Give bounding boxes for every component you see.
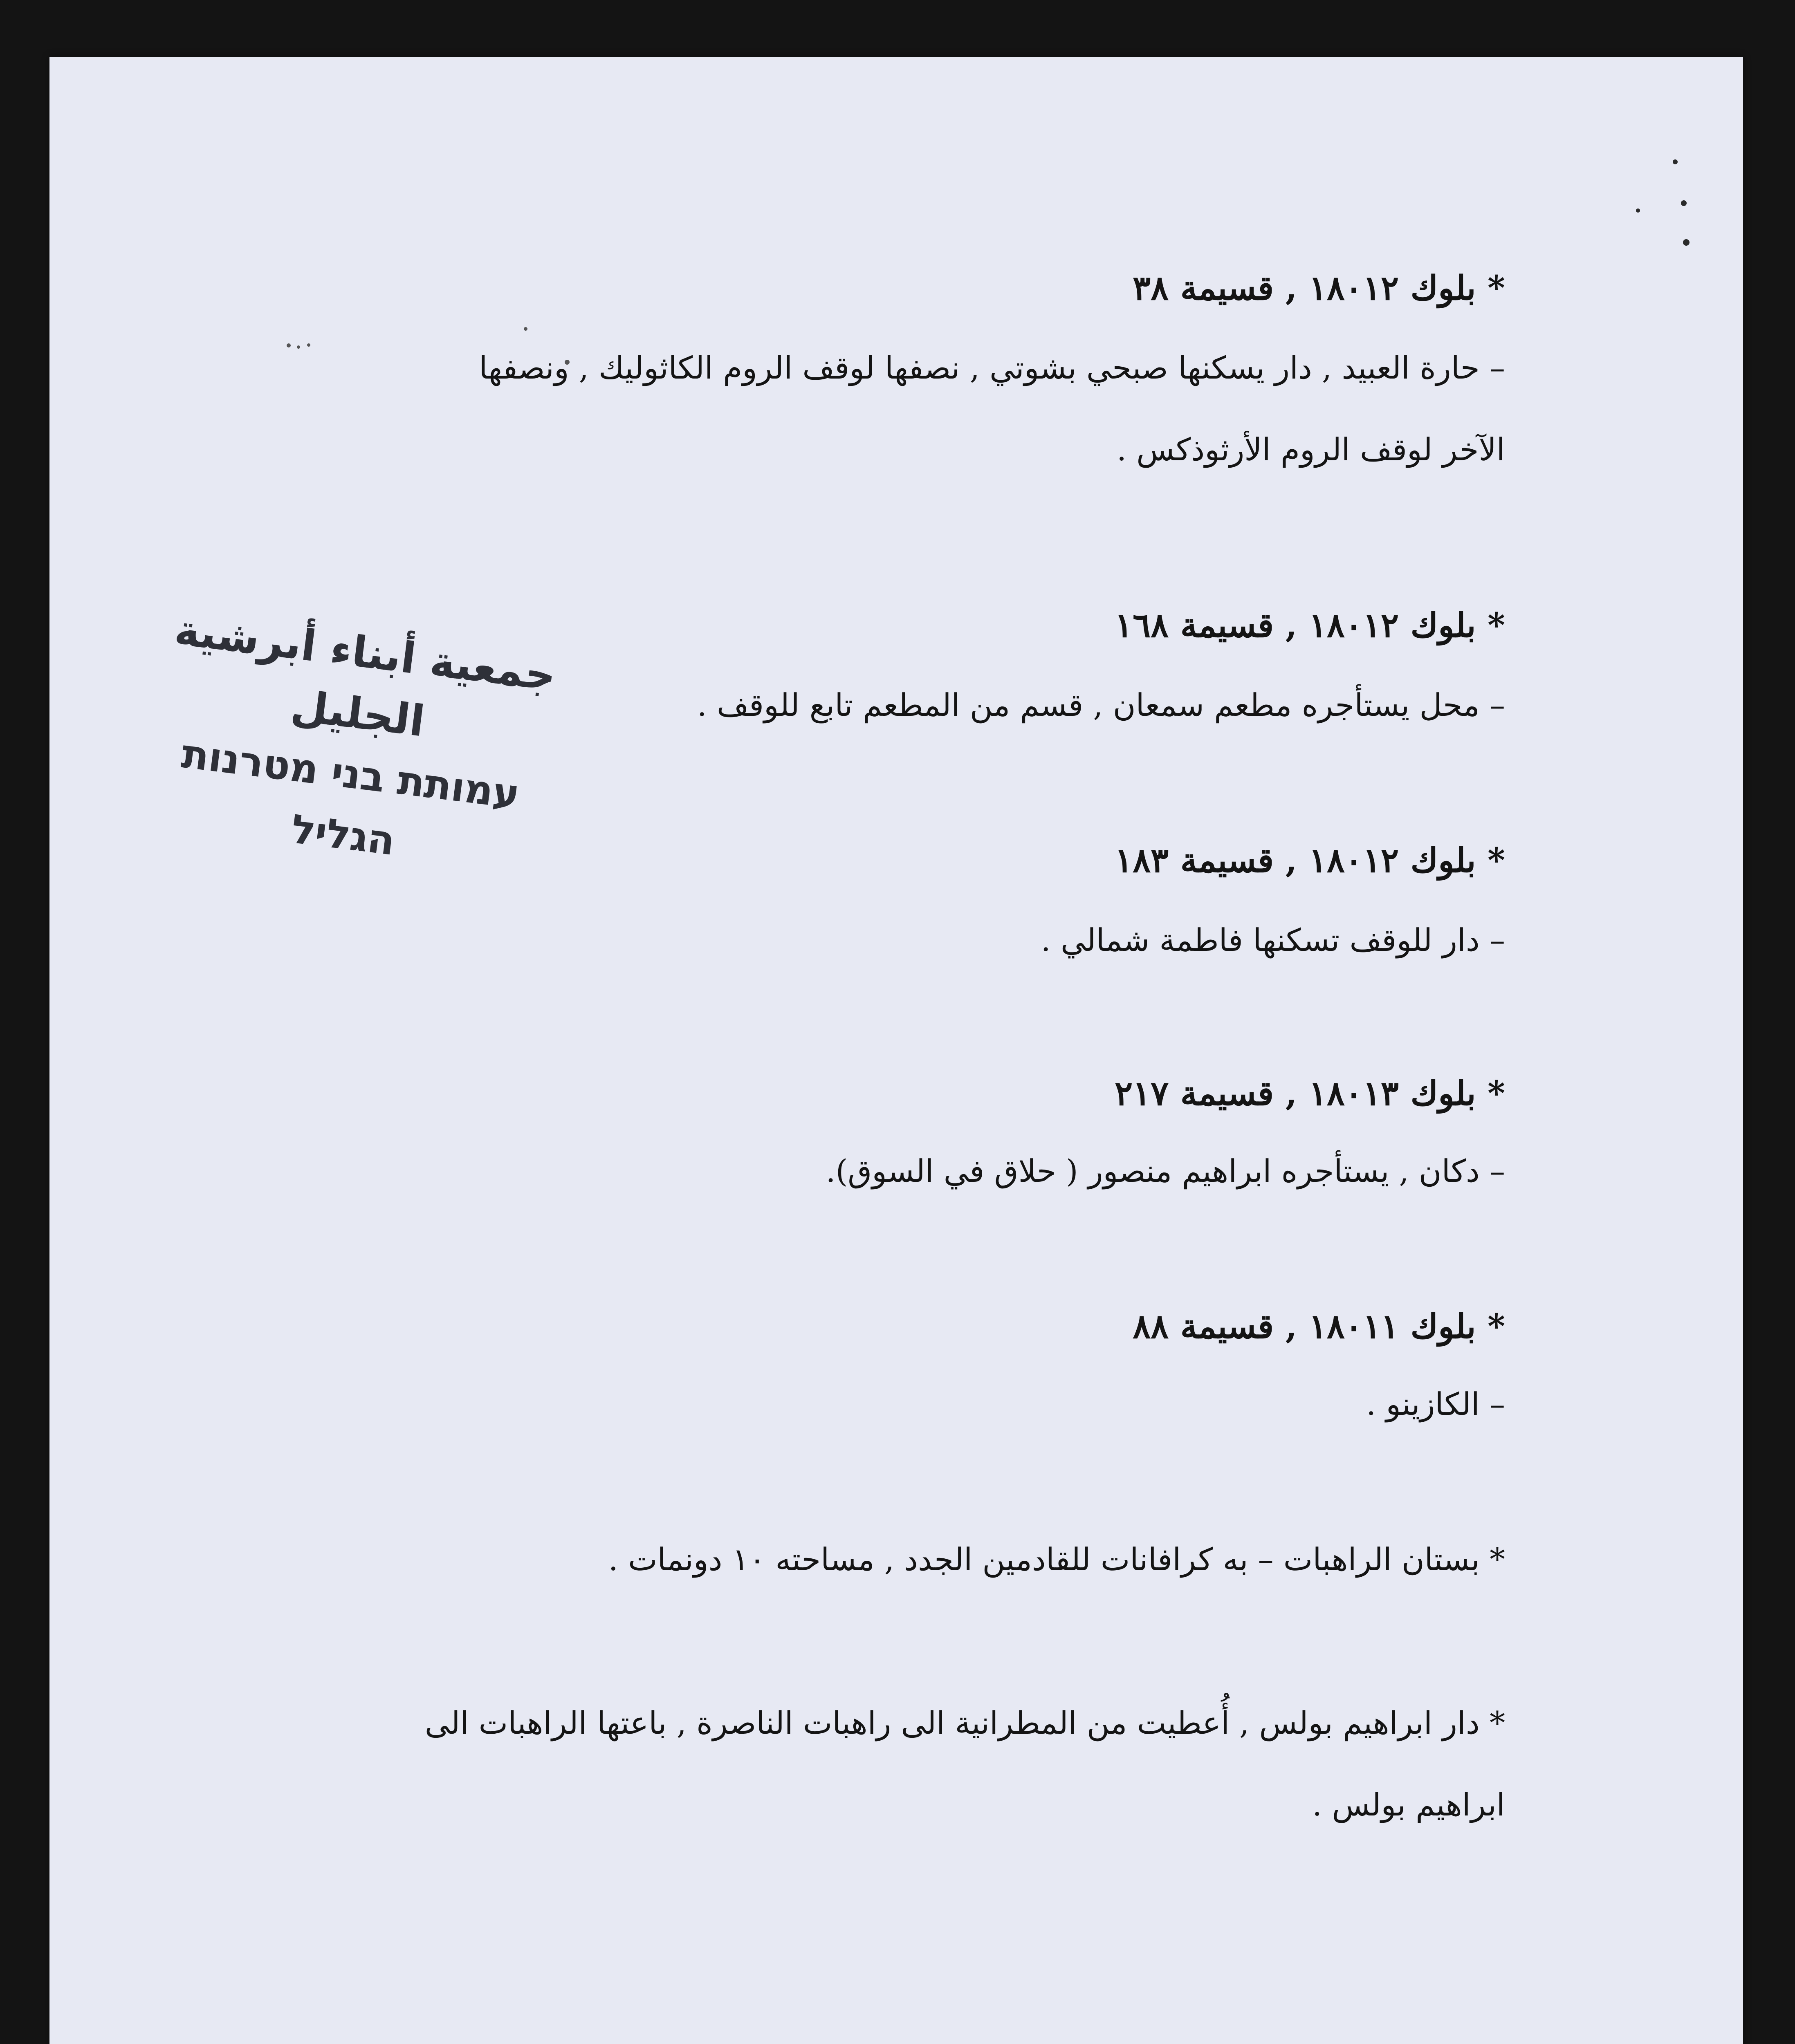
stamp-arabic-text: جمعية أبناء أبرشية الجليل [172,604,559,746]
entry-heading: * بلوك ١٨٠١٣ , قسيمة ٢١٧ [1115,1074,1505,1113]
entry-line: – محل يستأجره مطعم سمعان , قسم من المطعم تابع للوقف . [697,687,1505,723]
entry-heading: * بلوك ١٨٠١٢ , قسيمة ٣٨ [1133,269,1505,308]
entry-heading: * بلوك ١٨٠١٢ , قسيمة ١٨٣ [1115,841,1505,880]
note-line: * دار ابراهيم بولس , أُعطيت من المطرانية الى راهبات الناصرة , باعتها الراهبات الى [424,1705,1505,1741]
stamp-hebrew-text: עמותת בני מטרנות הגליל [179,730,522,865]
entry-line: – الكازينو . [1366,1386,1505,1422]
organization-stamp [148,598,564,865]
entry-line: – حارة العبيد , دار يسكنها صبحي بشوتي , نصفها لوقف الروم الكاثوليك , ونصفها [479,350,1505,386]
entry-line: الآخر لوقف الروم الأرثوذكس . [1116,431,1505,468]
entry-heading: * بلوك ١٨٠١٢ , قسيمة ١٦٨ [1115,606,1505,645]
document-page [49,57,1743,2044]
note-line: ابراهيم بولس . [1312,1786,1505,1823]
entry-line: – دكان , يستأجره ابراهيم منصور ( حلاق في السوق). [826,1153,1505,1189]
note-line: * بستان الراهبات – به كرافانات للقادمين الجدد , مساحته ١٠ دونمات . [608,1541,1505,1578]
entry-heading: * بلوك ١٨٠١١ , قسيمة ٨٨ [1133,1307,1505,1346]
entry-line: – دار للوقف تسكنها فاطمة شمالي . [1041,922,1505,958]
paper-specks [1611,151,1693,274]
